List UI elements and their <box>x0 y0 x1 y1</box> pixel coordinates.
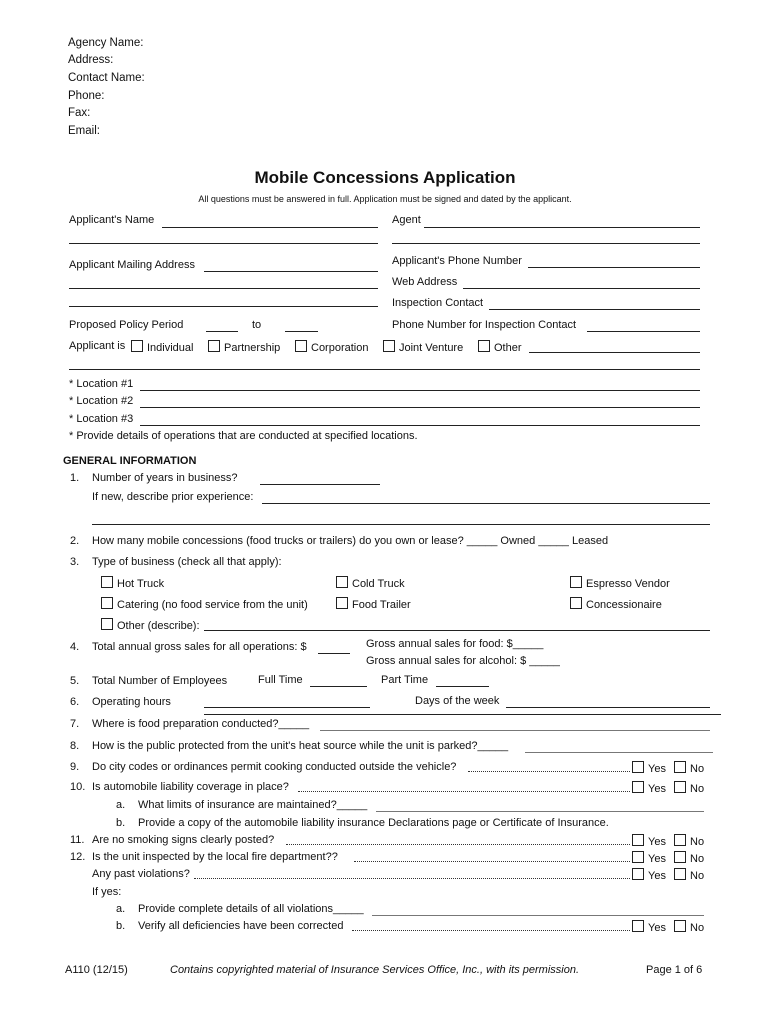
mailing-address-field-3[interactable] <box>69 306 378 307</box>
q12-text: Is the unit inspected by the local fire department?? <box>92 851 338 863</box>
q11-no[interactable]: No <box>674 834 704 848</box>
mailing-address-label: Applicant Mailing Address <box>69 259 195 271</box>
agency-address-label: Address: <box>68 54 114 66</box>
inspection-phone-label: Phone Number for Inspection Contact <box>392 319 577 331</box>
full-time-label: Full Time <box>258 674 303 686</box>
agent-field[interactable] <box>424 227 700 228</box>
q8-number: 8. <box>70 740 80 752</box>
applicant-phone-field[interactable] <box>528 267 700 268</box>
checkbox[interactable] <box>336 576 348 588</box>
q10a-letter: a. <box>116 799 126 811</box>
q9-yes[interactable]: Yes <box>632 761 666 775</box>
q1-field[interactable] <box>260 484 380 485</box>
inspection-contact-label: Inspection Contact <box>392 297 484 309</box>
q8-field[interactable] <box>525 752 713 753</box>
checkbox[interactable] <box>101 618 113 630</box>
checkbox[interactable] <box>131 340 143 352</box>
checkbox[interactable] <box>632 868 644 880</box>
q12b-yes[interactable]: Yes <box>632 868 666 882</box>
q7-field[interactable] <box>320 730 710 731</box>
q7-number: 7. <box>70 718 80 730</box>
inspection-phone-field[interactable] <box>587 331 700 332</box>
business-cold-truck[interactable]: Cold Truck <box>336 576 405 590</box>
applicant-name-field-2[interactable] <box>69 243 378 244</box>
entity-partnership[interactable]: Partnership <box>208 340 280 354</box>
q5-number: 5. <box>70 675 80 687</box>
inspection-contact-field[interactable] <box>489 309 700 310</box>
q9-text: Do city codes or ordinances permit cooking conducted outside the vehicle? <box>92 761 457 773</box>
business-food-trailer[interactable]: Food Trailer <box>336 597 411 611</box>
q9-no[interactable]: No <box>674 761 704 775</box>
agent-label: Agent <box>392 214 421 226</box>
business-hot-truck[interactable]: Hot Truck <box>101 576 164 590</box>
applicant-is-label: Applicant is <box>69 340 126 352</box>
checkbox[interactable] <box>632 920 644 932</box>
checkbox[interactable] <box>674 868 686 880</box>
q12d-leader <box>352 930 630 931</box>
checkbox[interactable] <box>295 340 307 352</box>
page-title: Mobile Concessions Application <box>254 168 516 187</box>
q12d-text: Verify all deficiencies have been corrected <box>138 920 344 932</box>
entity-individual[interactable]: Individual <box>131 340 193 354</box>
agency-email-label: Email: <box>68 125 100 137</box>
checkbox[interactable] <box>570 597 582 609</box>
checkbox[interactable] <box>570 576 582 588</box>
entity-other-field-2[interactable] <box>69 369 700 370</box>
applicant-phone-label: Applicant's Phone Number <box>392 255 522 267</box>
location-1-label: * Location #1 <box>69 378 134 390</box>
location-3-field[interactable] <box>140 425 700 426</box>
policy-start-field[interactable] <box>206 331 238 332</box>
q10a-text: What limits of insurance are maintained?_____ <box>138 799 368 811</box>
footer-form-id: A110 (12/15) <box>65 964 128 976</box>
q1b-field[interactable] <box>262 503 710 504</box>
web-address-label: Web Address <box>392 276 458 288</box>
page-subtitle: All questions must be answered in full. Application must be signed and dated by the applicant. <box>198 194 572 204</box>
q9-leader <box>468 771 630 772</box>
q5-text: Total Number of Employees <box>92 675 228 687</box>
applicant-name-field[interactable] <box>162 227 378 228</box>
checkbox[interactable] <box>101 597 113 609</box>
checkbox[interactable] <box>632 834 644 846</box>
checkbox[interactable] <box>101 576 113 588</box>
q1b-field-2[interactable] <box>92 524 710 525</box>
q10b-letter: b. <box>116 817 126 829</box>
q2-text: How many mobile concessions (food trucks or trailers) do you own or lease? _____ Owned _____ Leased <box>92 535 609 547</box>
q11-text: Are no smoking signs clearly posted? <box>92 834 275 846</box>
q10-no[interactable]: No <box>674 781 704 795</box>
q10-number: 10. <box>70 781 86 793</box>
mailing-address-field-2[interactable] <box>69 288 378 289</box>
q2-number: 2. <box>70 535 80 547</box>
q12-no[interactable]: No <box>674 851 704 865</box>
q1-text: Number of years in business? <box>92 472 238 484</box>
part-time-field[interactable] <box>436 686 489 687</box>
q11-number: 11. <box>70 834 85 846</box>
agency-name-label: Agency Name: <box>68 37 144 49</box>
entity-joint-venture[interactable]: Joint Venture <box>383 340 463 354</box>
q4-field[interactable] <box>318 653 350 654</box>
q11-leader <box>286 844 630 845</box>
policy-end-field[interactable] <box>285 331 318 332</box>
q6-text: Operating hours <box>92 696 171 708</box>
q12-number: 12. <box>70 851 86 863</box>
checkbox[interactable] <box>208 340 220 352</box>
agent-field-2[interactable] <box>392 243 700 244</box>
checkbox[interactable] <box>674 781 686 793</box>
checkbox[interactable] <box>632 851 644 863</box>
q4-alcohol-sales: Gross annual sales for alcohol: $ _____ <box>366 655 560 667</box>
checkbox[interactable] <box>674 834 686 846</box>
checkbox[interactable] <box>674 761 686 773</box>
business-other[interactable]: Other (describe): <box>101 618 200 632</box>
q4-food-sales: Gross annual sales for food: $_____ <box>366 638 544 650</box>
q12b-no[interactable]: No <box>674 868 704 882</box>
q8-text: How is the public protected from the unit's heat source while the unit is parked?_____ <box>92 740 509 752</box>
days-field[interactable] <box>506 707 710 708</box>
q3-number: 3. <box>70 556 80 568</box>
q3-text: Type of business (check all that apply): <box>92 556 282 568</box>
q9-number: 9. <box>70 761 80 773</box>
q6-number: 6. <box>70 696 80 708</box>
q4-text: Total annual gross sales for all operations: $ <box>92 641 307 653</box>
general-info-heading: GENERAL INFORMATION <box>63 455 197 467</box>
agency-fax-label: Fax: <box>68 107 91 119</box>
location-1-field[interactable] <box>140 390 700 391</box>
business-other-field[interactable] <box>204 630 710 631</box>
q12b-leader <box>194 878 630 879</box>
q12c-field[interactable] <box>372 915 704 916</box>
checkbox[interactable] <box>674 920 686 932</box>
checkbox[interactable] <box>632 781 644 793</box>
q6-rule <box>204 714 721 715</box>
q12-yes[interactable]: Yes <box>632 851 666 865</box>
q10-leader <box>298 791 630 792</box>
q12b-text: Any past violations? <box>92 868 190 880</box>
q10b-text: Provide a copy of the automobile liability insurance Declarations page or Certificate of Insurance. <box>138 817 609 829</box>
part-time-label: Part Time <box>381 674 429 686</box>
agency-contact-label: Contact Name: <box>68 72 145 84</box>
days-label: Days of the week <box>415 695 500 707</box>
q4-number: 4. <box>70 641 80 653</box>
q11-yes[interactable]: Yes <box>632 834 666 848</box>
operating-hours-field[interactable] <box>204 707 370 708</box>
footer-copyright: Contains copyrighted material of Insurance Services Office, Inc., with its permission. <box>170 964 580 976</box>
q12d-yes[interactable]: Yes <box>632 920 666 934</box>
business-espresso[interactable]: Espresso Vendor <box>570 576 670 590</box>
q12-leader <box>354 861 630 862</box>
entity-corporation[interactable]: Corporation <box>295 340 368 354</box>
business-catering[interactable]: Catering (no food service from the unit) <box>101 597 308 611</box>
q7-text: Where is food preparation conducted?_____ <box>92 718 310 730</box>
checkbox[interactable] <box>632 761 644 773</box>
checkbox[interactable] <box>336 597 348 609</box>
q12c-letter: a. <box>116 903 126 915</box>
if-yes-label: If yes: <box>92 886 122 898</box>
location-2-label: * Location #2 <box>69 395 134 407</box>
policy-to-label: to <box>252 319 262 331</box>
checkbox[interactable] <box>478 340 490 352</box>
q12d-no[interactable]: No <box>674 920 704 934</box>
checkbox[interactable] <box>674 851 686 863</box>
applicant-name-label: Applicant's Name <box>69 214 155 226</box>
q1b-text: If new, describe prior experience: <box>92 491 254 503</box>
q1-number: 1. <box>70 472 80 484</box>
business-concessionaire[interactable]: Concessionaire <box>570 597 662 611</box>
location-note: * Provide details of operations that are conducted at specified locations. <box>69 430 418 442</box>
q10a-field[interactable] <box>376 811 704 812</box>
entity-other[interactable]: Other <box>478 340 522 354</box>
footer-page-number: Page 1 of 6 <box>646 964 703 976</box>
q10-text: Is automobile liability coverage in place? <box>92 781 289 793</box>
agency-phone-label: Phone: <box>68 90 105 102</box>
full-time-field[interactable] <box>310 686 367 687</box>
q12c-text: Provide complete details of all violations_____ <box>138 903 364 915</box>
location-3-label: * Location #3 <box>69 413 134 425</box>
web-address-field[interactable] <box>463 288 700 289</box>
q12d-letter: b. <box>116 920 126 932</box>
location-2-field[interactable] <box>140 407 700 408</box>
mailing-address-field[interactable] <box>204 271 378 272</box>
q10-yes[interactable]: Yes <box>632 781 666 795</box>
entity-other-field[interactable] <box>529 352 700 353</box>
checkbox[interactable] <box>383 340 395 352</box>
policy-period-label: Proposed Policy Period <box>69 319 184 331</box>
